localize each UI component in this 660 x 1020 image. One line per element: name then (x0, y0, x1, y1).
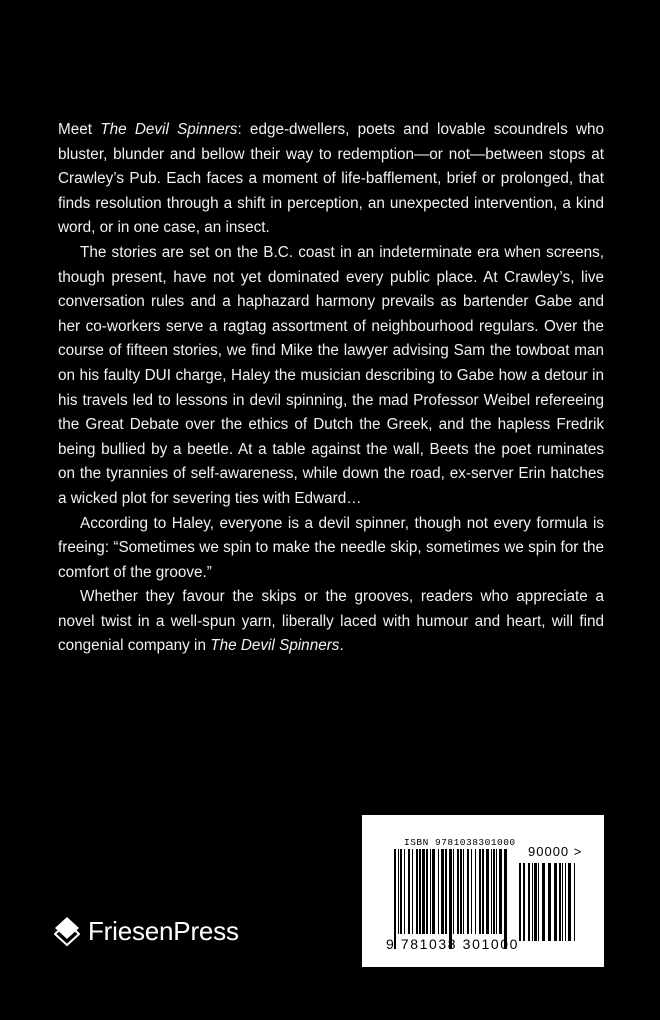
barcode-bar (453, 849, 454, 934)
barcode-bar (416, 849, 418, 934)
barcode-bar (519, 863, 521, 941)
back-cover-blurb (58, 118, 604, 659)
barcode-bar (574, 863, 575, 941)
isbn-digits: 9 781038 301000 (386, 936, 519, 952)
barcode-bar (532, 863, 533, 941)
publisher-name: FriesenPress (88, 915, 239, 946)
book-title: The Devil Spinners (100, 121, 238, 138)
publisher-logo (54, 915, 239, 947)
barcode-bar (504, 849, 507, 949)
barcode-bar (398, 849, 399, 934)
text: . (339, 637, 344, 655)
barcode-bar (538, 863, 539, 941)
blurb-paragraph-3: According to Haley, everyone is a devil spinner, though not every formula is freeing: “Sometimes we spin to make the needle skip, sometimes we spin for the comfort of the groove.” (58, 514, 604, 581)
barcode-bar (565, 863, 566, 941)
barcode-bar (491, 849, 492, 934)
barcode-bar (430, 849, 431, 934)
price-code: 90000 > (528, 844, 583, 859)
text: : edge-dwellers, poets and lovable scoundrels who bluster, blunder and bellow their way to redemption—or not—between stops at Crawley’s Pub. Each faces a moment of life-bafflement, brief or prolonged, that finds resolution through a shift in perception, an unexpected intervention, a kind word, or in one case, an insect. (58, 121, 605, 237)
barcode-bar (457, 849, 459, 934)
barcode-bar (419, 849, 421, 934)
barcode-bar (548, 863, 551, 941)
barcode-bar (523, 863, 525, 941)
barcode-bar (496, 849, 497, 934)
barcode-bar (463, 849, 464, 934)
barcode-bar (432, 849, 435, 934)
barcode-bar (438, 849, 439, 934)
barcode-bar (559, 863, 561, 941)
text: Whether they favour the skips or the grooves, readers who appreciate a novel twist in a well-spun yarn, liberally laced with humour and heart, will find congenial company in (58, 588, 604, 655)
barcode-bar (449, 849, 452, 949)
barcode-bar (467, 849, 469, 934)
barcode-bar (493, 849, 495, 934)
barcode-bar (412, 849, 413, 934)
isbn-label: ISBN 9781038301000 (404, 837, 516, 848)
barcode-bar (528, 863, 530, 941)
barcode-bar (568, 863, 571, 941)
barcode-bar (408, 849, 410, 934)
barcode-bar (562, 863, 563, 941)
blurb-paragraph-2: The stories are set on the B.C. coast in an indeterminate era when screens, though present, have not yet dominated every public place. At Crawley’s, live conversation rules and a haphazard harmony prevails as bartender Gabe and her co-workers serve a ragtag assortment of neighbourhood regulars. Over the course of fifteen stories, we find Mike the lawyer advising Sam the towboat man on his faulty DUI charge, Haley the musician describing to Gabe how a detour in his travels led to lessons in devil spinning, the mad Professor Weibel refereeing the Great Debate over the ethics of Dutch the Greek, and the hapless Fredrik being bullied by a beetle. At a table against the wall, Beets the poet ruminates on the tyrannies of self-awareness, while down the road, ex-server Erin hatches a wicked plot for severing ties with Edward… (58, 243, 604, 507)
stacked-diamond-icon (54, 915, 80, 947)
text: Meet (58, 121, 101, 138)
blurb-paragraph-4 (58, 585, 604, 659)
barcode-bar (404, 849, 405, 934)
barcode-bar (400, 849, 402, 934)
barcode-bar (441, 849, 444, 934)
barcode-bar (479, 849, 481, 934)
barcode-bar (482, 849, 484, 934)
barcode-bar (475, 849, 476, 934)
barcode-bar (422, 849, 425, 934)
barcode-bar (460, 849, 462, 934)
barcode-bar (542, 863, 545, 941)
isbn-barcode (362, 815, 604, 967)
barcode-bar (426, 849, 428, 934)
barcode-bar (445, 849, 447, 934)
barcode-bar (554, 863, 557, 941)
book-title: The Devil Spinners (210, 637, 340, 655)
blurb-paragraph-1 (58, 118, 604, 241)
barcode-bar (471, 849, 472, 934)
barcode-bar (486, 849, 489, 934)
barcode-bar (499, 849, 502, 934)
barcode-bar (534, 863, 537, 941)
barcode-bar (394, 849, 396, 949)
